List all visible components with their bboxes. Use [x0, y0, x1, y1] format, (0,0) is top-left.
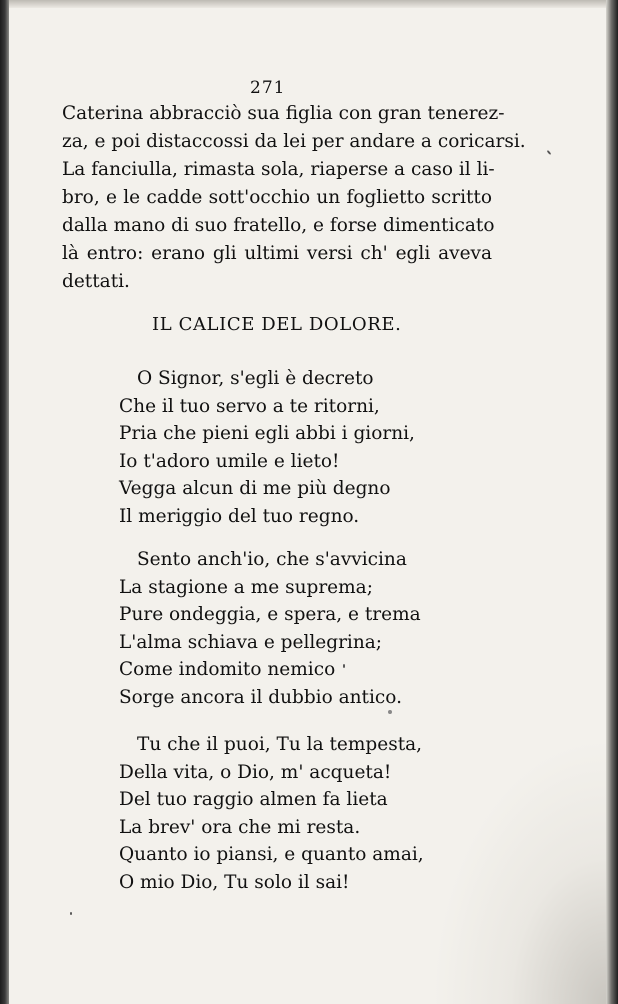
- poem-verse: O mio Dio, Tu solo il sai!: [119, 871, 350, 893]
- poem-verse: Che il tuo servo a te ritorni,: [119, 395, 380, 417]
- prose-line: Caterina abbracciò sua figlia con gran tenerez-: [62, 103, 505, 124]
- prose-line: La fanciulla, rimasta sola, riaperse a caso il li-: [62, 159, 495, 180]
- poem-verse: Vegga alcun di me più degno: [119, 478, 391, 500]
- prose-line: dalla mano di suo fratello, e forse dimenticato: [62, 215, 495, 236]
- page-right-edge: [606, 0, 618, 1004]
- poem-verse: Come indomito nemico: [119, 659, 336, 681]
- poem-stanza: [119, 731, 424, 897]
- prose-line: bro, e le cadde sott'occhio un foglietto scritto: [62, 187, 492, 208]
- poem-verse: La brev' ora che mi resta.: [119, 816, 361, 838]
- poem-verse: Io t'adoro umile e lieto!: [119, 450, 340, 472]
- prose-paragraph: [62, 100, 526, 296]
- poem-title: IL CALICE DEL DOLORE.: [152, 314, 402, 335]
- poem-verse: Il meriggio del tuo regno.: [119, 505, 360, 527]
- prose-line: za, e poi distaccossi da lei per andare a coricarsi.: [62, 131, 526, 152]
- poem-verse: Quanto io piansi, e quanto amai,: [119, 844, 424, 866]
- ink-speck: [547, 150, 552, 155]
- poem-verse: La stagione a me suprema;: [119, 576, 373, 598]
- page-top-edge: [0, 0, 618, 8]
- poem-stanza: [119, 546, 421, 712]
- poem-verse: Del tuo raggio almen fa lieta: [119, 789, 388, 811]
- paper-stain: [436, 744, 606, 1004]
- poem-verse: Tu che il puoi, Tu la tempesta,: [137, 734, 423, 755]
- book-spine-shadow: [0, 0, 9, 1004]
- prose-line: dettati.: [62, 271, 130, 292]
- ink-speck: [70, 912, 72, 915]
- poem-verse: Pria che pieni egli abbi i giorni,: [119, 423, 415, 445]
- poem-verse: Sorge ancora il dubbio antico.: [119, 686, 402, 708]
- poem-stanza: [119, 365, 415, 531]
- page-number: 271: [250, 78, 286, 98]
- poem-verse: O Signor, s'egli è decreto: [137, 368, 374, 389]
- poem-verse: Della vita, o Dio, m' acqueta!: [119, 761, 392, 783]
- ink-speck: [388, 710, 392, 714]
- prose-line: là entro: erano gli ultimi versi ch' egli aveva: [62, 243, 492, 264]
- poem-verse: Sento anch'io, che s'avvicina: [137, 549, 407, 570]
- poem-verse: L'alma schiava e pellegrina;: [119, 631, 383, 653]
- poem-verse: Pure ondeggia, e spera, e trema: [119, 604, 421, 626]
- ink-speck: [343, 664, 345, 668]
